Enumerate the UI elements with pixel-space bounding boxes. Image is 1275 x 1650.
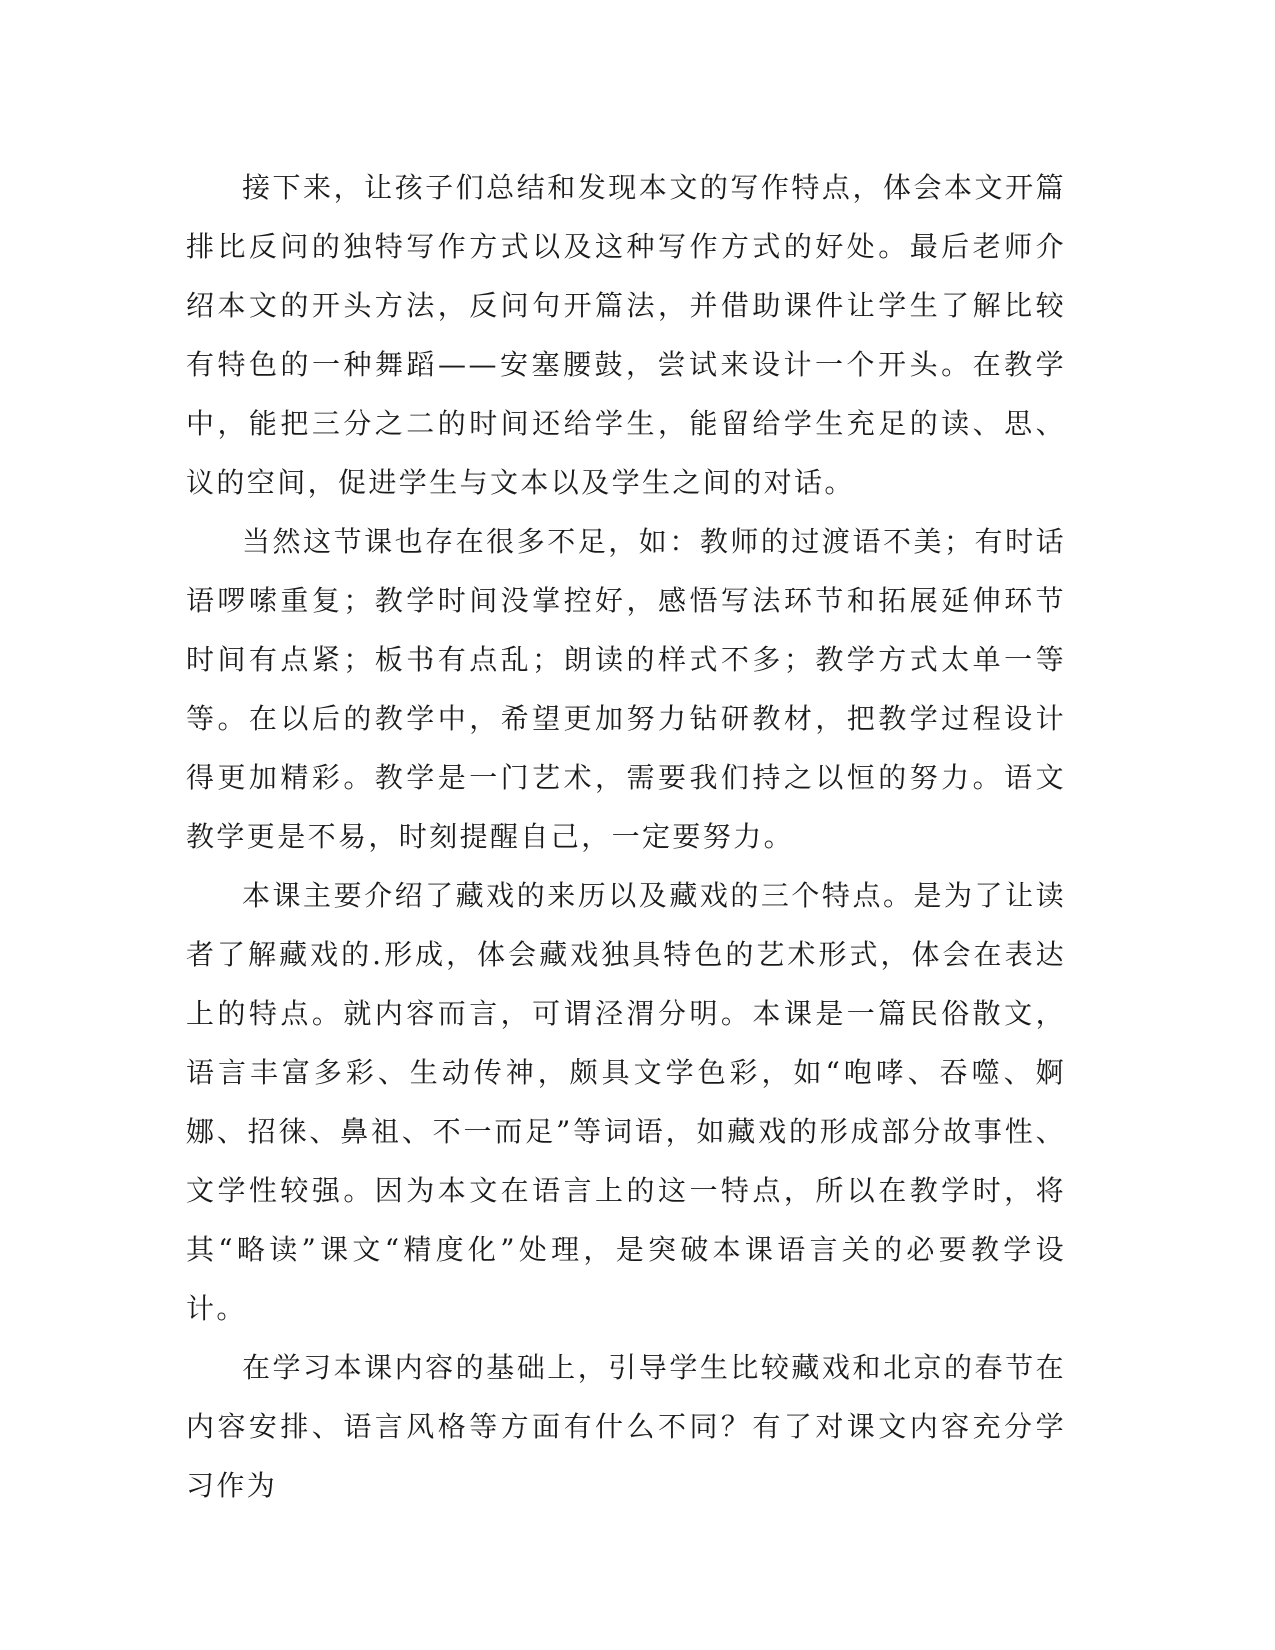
document-body [186,158,1066,1515]
paragraph-4: 在学习本课内容的基础上，引导学生比较藏戏和北京的春节在内容安排、语言风格等方面有什么不同？有了对课文内容充分学习作为 [186,1351,1066,1502]
paragraph-3: 本课主要介绍了藏戏的来历以及藏戏的三个特点。是为了让读者了解藏戏的.形成，体会藏戏独具特色的艺术形式，体会在表达上的特点。就内容而言，可谓泾渭分明。本课是一篇民俗散文，语言丰富多彩、生动传神，颇具文学色彩，如“咆哮、吞噬、婀娜、招徕、鼻祖、不一而足”等词语，如藏戏的形成部分故事性、文学性较强。因为本文在语言上的这一特点，所以在教学时，将其“略读”课文“精度化”处理，是突破本课语言关的必要教学设计。 [186,879,1066,1325]
paragraph-2: 当然这节课也存在很多不足，如：教师的过渡语不美；有时话语啰嗦重复；教学时间没掌控好，感悟写法环节和拓展延伸环节时间有点紧；板书有点乱；朗读的样式不多；教学方式太单一等等。在以后的教学中，希望更加努力钻研教材，把教学过程设计得更加精彩。教学是一门艺术，需要我们持之以恒的努力。语文教学更是不易，时刻提醒自己，一定要努力。 [186,525,1066,853]
paragraph-1: 接下来，让孩子们总结和发现本文的写作特点，体会本文开篇排比反问的独特写作方式以及这种写作方式的好处。最后老师介绍本文的开头方法，反问句开篇法，并借助课件让学生了解比较有特色的一种舞蹈——安塞腰鼓，尝试来设计一个开头。在教学中，能把三分之二的时间还给学生，能留给学生充足的读、思、议的空间，促进学生与文本以及学生之间的对话。 [186,171,1066,499]
